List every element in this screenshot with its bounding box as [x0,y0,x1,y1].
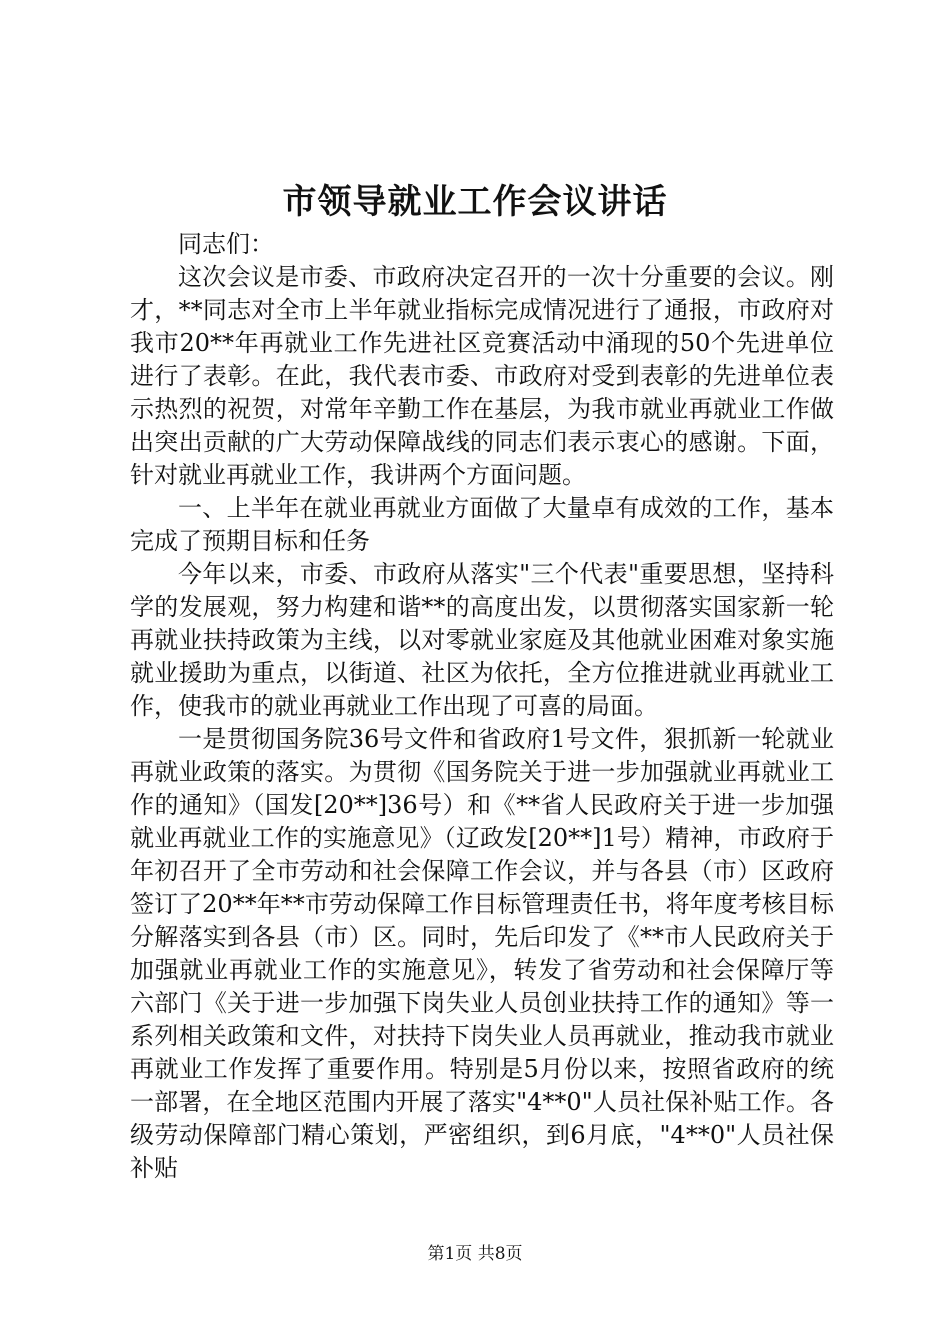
section-heading: 一、上半年在就业再就业方面做了大量卓有成效的工作，基本完成了预期目标和任务 [130,494,834,555]
salutation: 同志们： [178,230,274,258]
body-paragraph: 这次会议是市委、市政府决定召开的一次十分重要的会议。刚才，**同志对全市上半年就业指标完成情况进行了通报，市政府对我市20**年再就业工作先进社区竞赛活动中涌现的50个先进单位进行了表彰。在此，我代表市委、市政府对受到表彰的先进单位表示热烈的祝贺，对常年辛勤工作在基层，为我市就业再就业工作做出突出贡献的广大劳动保障战线的同志们表示衷心的感谢。下面，针对就业再就业工作，我讲两个方面问题。 [130,263,834,489]
page-number-footer: 第1页 共8页 [427,1244,523,1264]
body-paragraph: 今年以来，市委、市政府从落实"三个代表"重要思想，坚持科学的发展观，努力构建和谐**的高度出发，以贯彻落实国家新一轮再就业扶持政策为主线，以对零就业家庭及其他就业困难对象实施就业援助为重点，以街道、社区为依托，全方位推进就业再就业工作，使我市的就业再就业工作出现了可喜的局面。 [130,560,834,720]
body-paragraph: 一是贯彻国务院36号文件和省政府1号文件，狠抓新一轮就业再就业政策的落实。为贯彻《国务院关于进一步加强就业再就业工作的通知》（国发[20**]36号）和《**省人民政府关于进一步加强就业再就业工作的实施意见》（辽政发[20**]1号）精神，市政府于年初召开了全市劳动和社会保障工作会议，并与各县（市）区政府签订了20**年**市劳动保障工作目标管理责任书，将年度考核目标分解落实到各县（市）区。同时，先后印发了《**市人民政府关于加强就业再就业工作的实施意见》，转发了省劳动和社会保障厅等六部门《关于进一步加强下岗失业人员创业扶持工作的通知》等一系列相关政策和文件，对扶持下岗失业人员再就业，推动我市就业再就业工作发挥了重要作用。特别是5月份以来，按照省政府的统一部署，在全地区范围内开展了落实"4**0"人员社保补贴工作。各级劳动保障部门精心策划，严密组织，到6月底，"4**0"人员社保补贴 [130,725,834,1182]
document-title: 市领导就业工作会议讲话 [282,182,668,222]
document-body [130,228,834,1185]
